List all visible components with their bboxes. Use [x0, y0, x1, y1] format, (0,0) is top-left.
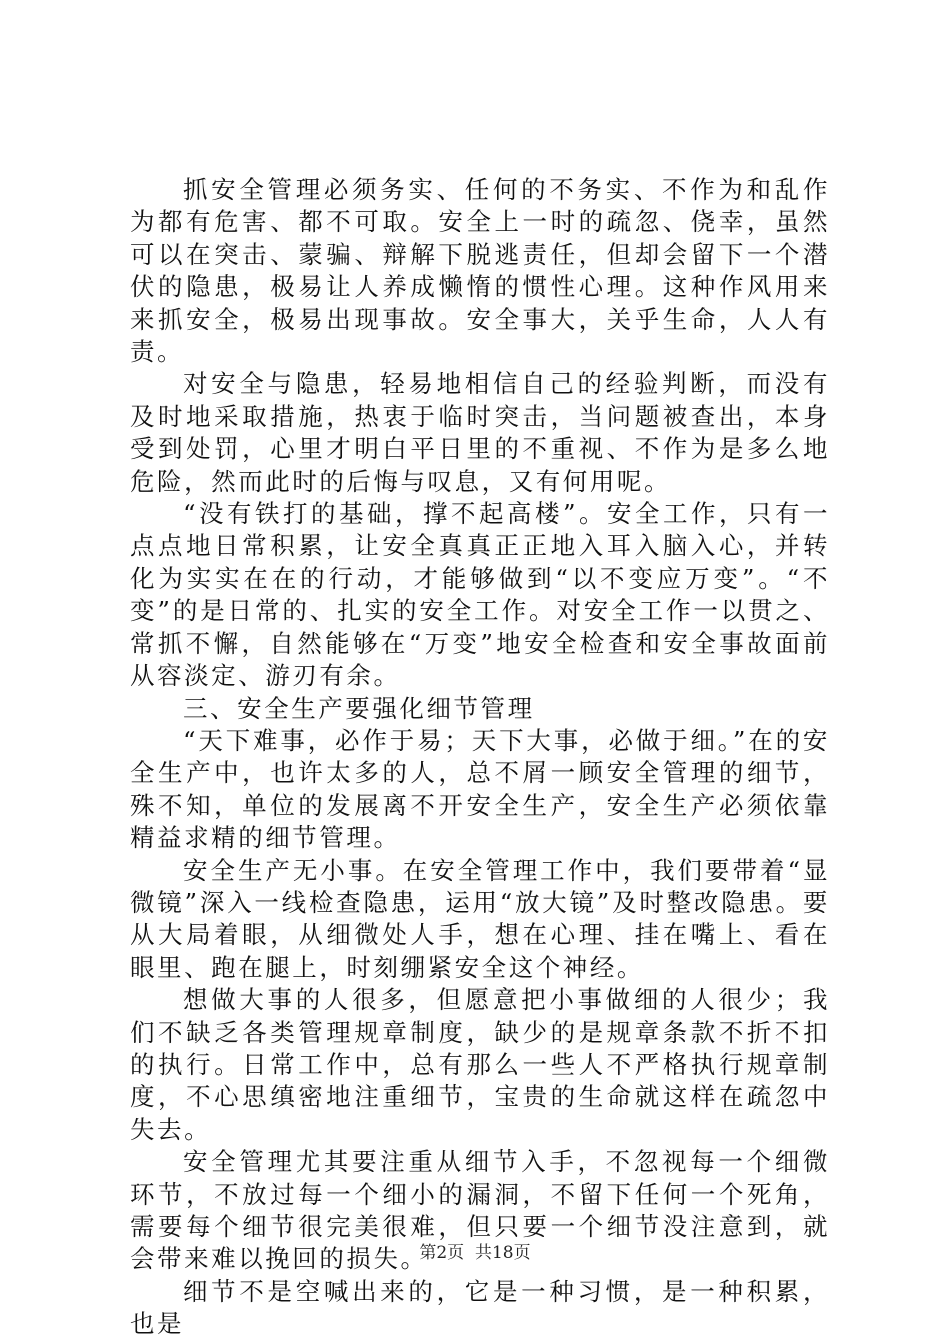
paragraph-1: 抓安全管理必须务实、任何的不务实、不作为和乱作为都有危害、都不可取。安全上一时的疏忽、侥幸，虽然可以在突击、蒙骗、辩解下脱逃责任，但却会留下一个潜伏的隐患，极易让人养成懒惰的惯性心理。这种作风用来来抓安全，极易出现事故。安全事大，关乎生命，人人有责。: [130, 175, 830, 367]
paragraph-4: “天下难事，必作于易；天下大事，必做于细。”在的安全生产中，也许太多的人，总不屑一顾安全管理的细节，殊不知，单位的发展离不开安全生产，安全生产必须依靠精益求精的细节管理。: [130, 725, 830, 853]
paragraph-3: “没有铁打的基础，撑不起高楼”。安全工作，只有一点点地日常积累，让安全真真正正地入耳入脑入心，并转化为实实在在的行动，才能够做到“以不变应万变”。“不变”的是日常的、扎实的安全工作。对安全工作一以贯之、常抓不懈，自然能够在“万变”地安全检查和安全事故面前从容淡定、游刃有余。: [130, 499, 830, 691]
paragraph-7: 安全管理尤其要注重从细节入手，不忽视每一个细微环节，不放过每一个细小的漏洞，不留下任何一个死角，需要每个细节很完美很难，但只要一个细节没注意到，就会带来难以挽回的损失。: [130, 1147, 830, 1274]
paragraph-8: 细节不是空喊出来的，它是一种习惯，是一种积累，也是: [130, 1276, 830, 1339]
section-heading: 三、安全生产要强化细节管理: [183, 693, 535, 723]
paragraph-2: 对安全与隐患，轻易地相信自己的经验判断，而没有及时地采取措施，热衷于临时突击，当问题被查出，本身受到处罚，心里才明白平日里的不重视、不作为是多么地危险，然而此时的后悔与叹息，又有何用呢。: [130, 369, 830, 496]
document-body: [130, 174, 830, 1341]
page-number-footer: 第2页 共18页: [419, 1243, 531, 1263]
paragraph-5: 安全生产无小事。在安全管理工作中，我们要带着“显微镜”深入一线检查隐患，运用“放大镜”及时整改隐患。要从大局着眼，从细微处人手，想在心理、挂在嘴上、看在眼里、跑在腿上，时刻绷紧安全这个神经。: [130, 855, 830, 982]
paragraph-6: 想做大事的人很多，但愿意把小事做细的人很少；我们不缺乏各类管理规章制度，缺少的是规章条款不折不扣的执行。日常工作中，总有那么一些人不严格执行规章制度，不心思缜密地注重细节，宝贵的生命就这样在疏忽中失去。: [130, 985, 830, 1144]
